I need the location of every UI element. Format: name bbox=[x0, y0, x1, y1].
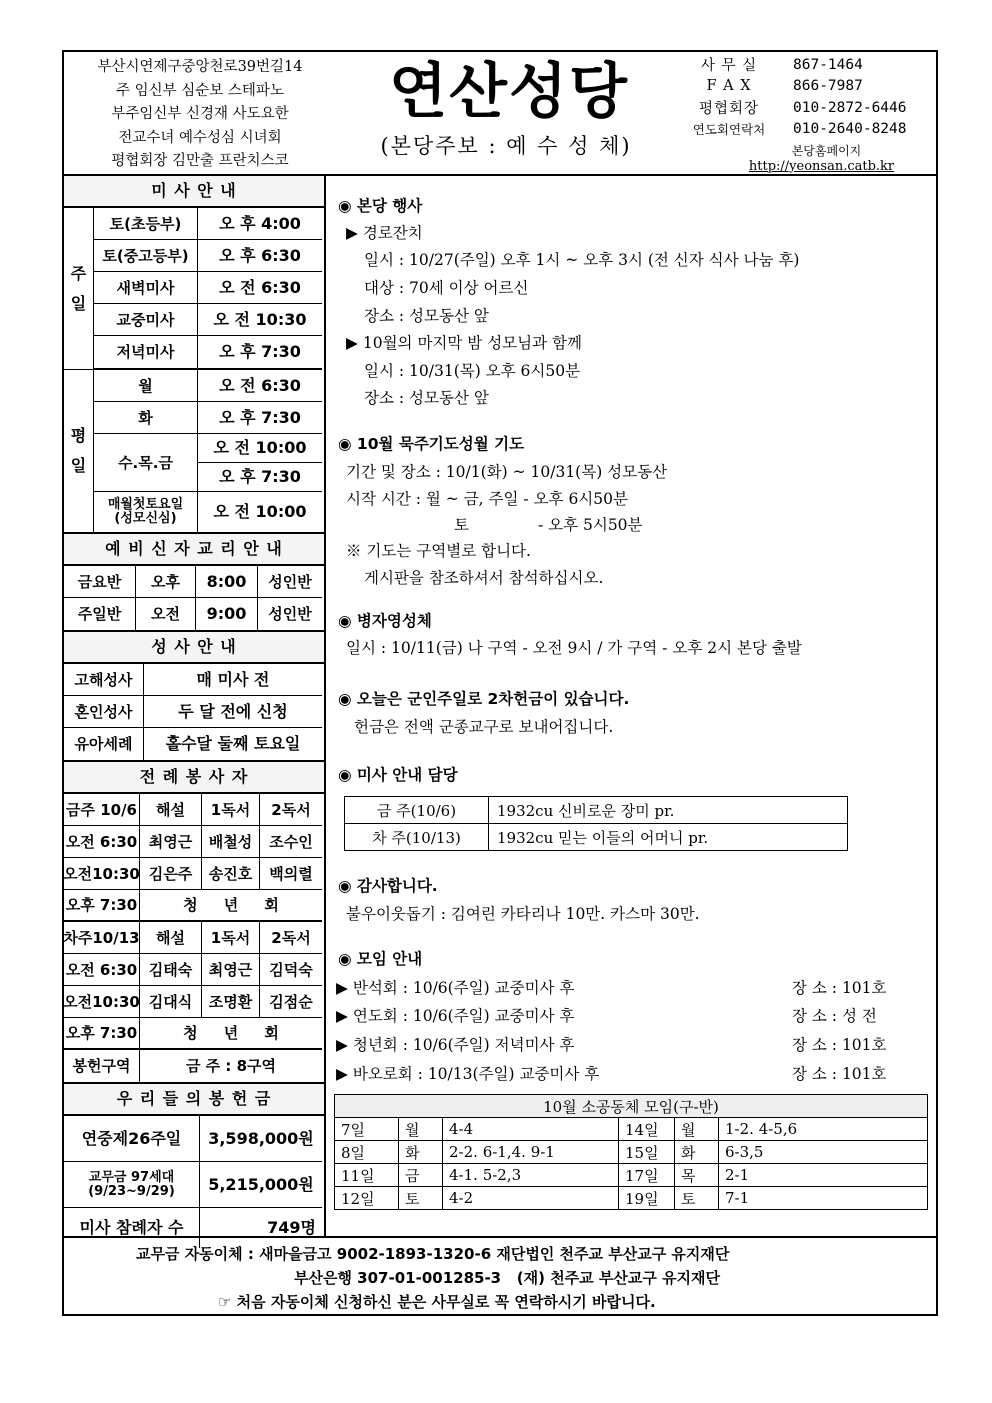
left-column bbox=[64, 176, 326, 1236]
weekday-label: 평일 bbox=[64, 370, 94, 532]
liturgy-person: 조명환 bbox=[202, 986, 260, 1018]
class-name: 금요반 bbox=[64, 566, 136, 598]
sacrament-name: 고해성사 bbox=[64, 664, 144, 696]
offering-table bbox=[64, 1116, 324, 1248]
sacrament-name: 유아세례 bbox=[64, 728, 144, 760]
meeting-heading: ◉ 모임 안내 bbox=[338, 950, 423, 968]
sunday-label: 주일 bbox=[64, 208, 94, 370]
liturgy-role: 해설 bbox=[140, 922, 202, 954]
offering-label: 교무금 97세대 (9/23~9/29) bbox=[64, 1162, 200, 1208]
parish-info bbox=[70, 56, 330, 174]
payment-footer bbox=[64, 1236, 936, 1314]
class-target: 성인반 bbox=[268, 605, 312, 623]
meeting-place: 장 소 : 101호 bbox=[792, 1036, 887, 1054]
mass-time: 오 후 7:30 bbox=[198, 336, 322, 370]
catechumen-table bbox=[64, 566, 324, 632]
table-row: 금 주(10/6) 1932cu 신비로운 장미 pr. bbox=[345, 797, 848, 824]
liturgy-person: 백의렬 bbox=[260, 858, 322, 890]
meeting-place: 장 소 : 101호 bbox=[792, 1065, 887, 1083]
liturgy-person: 최영근 bbox=[140, 826, 202, 858]
mass-time: 오 후 7:30 bbox=[198, 463, 322, 492]
parish-subtitle: (본당주보 : 예 수 성 체) bbox=[380, 134, 632, 158]
meeting-item: ▶ 연도회 : 10/6(주일) 교중미사 후 bbox=[336, 1007, 575, 1025]
rosary-line: 게시판을 참조하셔서 참석하십시오. bbox=[364, 569, 604, 587]
mass-name: 새벽미사 bbox=[94, 272, 198, 304]
bank-account-line: 부산은행 307-01-001285-3 (재) 천주교 부산교구 유지재단 bbox=[294, 1269, 721, 1287]
event1-line: 대상 : 70세 이상 어르신 bbox=[364, 279, 529, 297]
mass-guide-table bbox=[344, 796, 848, 851]
attendance-label: 미사 참례자 수 bbox=[64, 1208, 200, 1248]
sick-heading: ◉ 병자영성체 bbox=[338, 612, 432, 630]
mass-name: 수.목.금 bbox=[94, 434, 198, 492]
bulletin-page bbox=[62, 50, 938, 1316]
council-president: 평협회장 김만출 프란치스코 bbox=[111, 153, 289, 169]
mass-time: 오 후 7:30 bbox=[198, 402, 322, 434]
liturgy-role: 1독서 bbox=[202, 794, 260, 826]
class-time: 8:00 bbox=[196, 566, 258, 598]
guide-heading: ◉ 미사 안내 담당 bbox=[338, 766, 458, 784]
liturgy-title: 전 례 봉 사 자 bbox=[64, 762, 324, 794]
liturgy-person: 김점순 bbox=[260, 986, 322, 1018]
mass-schedule bbox=[64, 208, 324, 534]
liturgy-date: 금주 10/6 bbox=[64, 794, 140, 826]
liturgy-person: 김은주 bbox=[140, 858, 202, 890]
liturgy-time: 오전 6:30 bbox=[64, 954, 140, 986]
class-name: 주일반 bbox=[64, 598, 136, 630]
assistant-pastor: 부주임신부 신경재 사도요한 bbox=[111, 106, 289, 122]
event1-line: 장소 : 성모동산 앞 bbox=[364, 307, 489, 325]
thanks-heading: ◉ 감사합니다. bbox=[338, 877, 438, 895]
liturgy-time: 오후 7:30 bbox=[64, 1018, 140, 1050]
sacrament-name: 혼인성사 bbox=[64, 696, 144, 728]
event1-title: ▶ 경로잔치 bbox=[346, 224, 423, 242]
mass-time: 오 후 6:30 bbox=[198, 240, 322, 272]
offering-amount: 3,598,000원 bbox=[200, 1116, 322, 1162]
liturgy-role: 해설 bbox=[140, 794, 202, 826]
table-row: 11일 금 4-1. 5-2,3 17일 목 2-1 bbox=[335, 1164, 928, 1187]
table-row: 7일 월 4-4 14일 월 1-2. 4-5,6 bbox=[335, 1118, 928, 1141]
class-ampm: 오전 bbox=[136, 598, 196, 630]
liturgy-group: 청 년 회 bbox=[140, 1018, 322, 1050]
event2-line: 일시 : 10/31(목) 오후 6시50분 bbox=[364, 362, 581, 380]
auto-transfer-line: 교무금 자동이체 : 새마을금고 9002-1893-1320-6 재단법인 천주교 부산교구 유지재단 bbox=[136, 1245, 730, 1263]
table-row: 8일 화 2-2. 6-1,4. 9-1 15일 화 6-3,5 bbox=[335, 1141, 928, 1164]
mass-time: 오 후 4:00 bbox=[198, 208, 322, 240]
mass-name: 교중미사 bbox=[94, 304, 198, 336]
sacrament-info: 매 미사 전 bbox=[144, 664, 322, 696]
parish-title: 연산성당 bbox=[389, 57, 629, 127]
event1-line: 일시 : 10/27(주일) 오후 1시 ~ 오후 3시 (전 신자 식사 나눔 후) bbox=[364, 251, 800, 269]
bulletin-header bbox=[64, 52, 936, 176]
class-target: 성인반 bbox=[258, 566, 322, 598]
offering-title: 우 리 들 의 봉 헌 금 bbox=[64, 1084, 324, 1116]
liturgy-role: 2독서 bbox=[260, 922, 322, 954]
sick-line: 일시 : 10/11(금) 나 구역 - 오전 9시 / 가 구역 - 오후 2시 본당 출발 bbox=[346, 639, 802, 657]
offering-label: 연중제26주일 bbox=[64, 1116, 200, 1162]
contact-yeondo: 연도회연락처 010-2640-8248 bbox=[692, 121, 907, 138]
liturgy-table bbox=[64, 794, 324, 1084]
notices-column bbox=[326, 176, 936, 1236]
address: 부산시연제구중앙천로39번길14 bbox=[97, 59, 303, 75]
rosary-heading: ◉ 10월 묵주기도성월 기도 bbox=[338, 435, 525, 453]
mass-name: 토(초등부) bbox=[94, 208, 198, 240]
rosary-line: 시작 시간 : 월 ~ 금, 주일 - 오후 6시50분 bbox=[346, 490, 628, 508]
mass-time: 오 전 6:30 bbox=[198, 272, 322, 304]
liturgy-role: 2독서 bbox=[260, 794, 322, 826]
meeting-place: 장 소 : 성 전 bbox=[792, 1007, 877, 1025]
mass-name: 월 bbox=[94, 370, 198, 402]
mass-name: 매월첫토요일 (성모신심) bbox=[94, 492, 198, 532]
mass-time: 오 전 6:30 bbox=[198, 370, 322, 402]
offering-area-label: 봉헌구역 bbox=[64, 1050, 140, 1082]
mass-time: 오 전 10:30 bbox=[198, 304, 322, 336]
sacrament-title: 성 사 안 내 bbox=[64, 632, 324, 664]
contact-fax: F A X 866-7987 bbox=[706, 78, 863, 95]
mass-name: 저녁미사 bbox=[94, 336, 198, 370]
small-group-table bbox=[334, 1094, 928, 1210]
homepage-link[interactable]: http://yeonsan.catb.kr bbox=[748, 159, 895, 174]
rosary-line: 기간 및 장소 : 10/1(화) ~ 10/31(목) 성모동산 bbox=[346, 463, 668, 481]
liturgy-time: 오전10:30 bbox=[64, 858, 140, 890]
liturgy-person: 배철성 bbox=[202, 826, 260, 858]
military-line: 헌금은 전액 군종교구로 보내어집니다. bbox=[354, 718, 614, 736]
sacrament-info: 두 달 전에 신청 bbox=[144, 696, 322, 728]
meeting-item: ▶ 청년회 : 10/6(주일) 저녁미사 후 bbox=[336, 1036, 575, 1054]
liturgy-person: 송진호 bbox=[202, 858, 260, 890]
liturgy-person: 김태숙 bbox=[140, 954, 202, 986]
sacrament-info: 홀수달 둘째 토요일 bbox=[165, 734, 301, 753]
table-row: 차 주(10/13) 1932cu 믿는 이들의 어머니 pr. bbox=[345, 824, 848, 851]
mass-name: 화 bbox=[94, 402, 198, 434]
rosary-line: 토 - 오후 5시50분 bbox=[454, 516, 643, 534]
liturgy-time: 오전10:30 bbox=[64, 986, 140, 1018]
meeting-place: 장 소 : 101호 bbox=[792, 979, 887, 997]
event2-line: 장소 : 성모동산 앞 bbox=[364, 389, 489, 407]
contact-office: 사 무 실 867-1464 bbox=[700, 56, 863, 75]
liturgy-person: 김덕숙 bbox=[260, 954, 322, 986]
mass-name: 토(중고등부) bbox=[94, 240, 198, 272]
liturgy-person: 최영근 bbox=[202, 954, 260, 986]
military-heading: ◉ 오늘은 군인주일로 2차헌금이 있습니다. bbox=[338, 690, 630, 708]
meeting-item: ▶ 반석회 : 10/6(주일) 교중미사 후 bbox=[336, 979, 575, 997]
liturgy-role: 1독서 bbox=[202, 922, 260, 954]
class-time: 9:00 bbox=[196, 598, 258, 630]
table-row: 12일 토 4-2 19일 토 7-1 bbox=[335, 1187, 928, 1210]
class-ampm: 오후 bbox=[136, 566, 196, 598]
contact-request-line: ☞ 처음 자동이체 신청하신 분은 사무실로 꼭 연락하시기 바랍니다. bbox=[218, 1293, 656, 1311]
offering-area-value: 금 주 : 8구역 bbox=[185, 1057, 277, 1075]
liturgy-group: 청 년 회 bbox=[140, 890, 322, 922]
liturgy-person: 조수인 bbox=[260, 826, 322, 858]
liturgy-time: 오후 7:30 bbox=[64, 890, 140, 922]
thanks-line: 불우이웃돕기 : 김여린 카타리나 10만. 카스마 30만. bbox=[346, 905, 700, 923]
sacrament-table bbox=[64, 664, 324, 762]
liturgy-date: 차주10/13 bbox=[64, 922, 140, 954]
pastor: 주 임신부 심순보 스테파노 bbox=[116, 82, 284, 99]
mass-time: 오 전 10:00 bbox=[198, 434, 322, 463]
liturgy-person: 김대식 bbox=[140, 986, 202, 1018]
attendance-count: 749명 bbox=[267, 1218, 316, 1237]
mass-time: 오 전 10:00 bbox=[213, 502, 307, 521]
mission-sister: 전교수녀 예수성심 시녀회 bbox=[118, 129, 282, 146]
table-header: 10월 소공동체 모임(구-반) bbox=[335, 1095, 928, 1118]
events-heading: ◉ 본당 행사 bbox=[338, 197, 423, 215]
event2-title: ▶ 10월의 마지막 밤 성모님과 함께 bbox=[346, 334, 582, 352]
contact-president: 평협회장 010-2872-6446 bbox=[698, 99, 907, 118]
offering-amount: 5,215,000원 bbox=[200, 1162, 322, 1208]
rosary-line: ※ 기도는 구역별로 합니다. bbox=[346, 542, 531, 560]
homepage-label: 본당홈페이지 bbox=[791, 144, 862, 158]
mass-guide-title: 미 사 안 내 bbox=[64, 176, 324, 208]
contact-info bbox=[679, 54, 934, 174]
meeting-item: ▶ 바오로회 : 10/13(주일) 교중미사 후 bbox=[336, 1065, 600, 1083]
liturgy-time: 오전 6:30 bbox=[64, 826, 140, 858]
catechumen-title: 예 비 신 자 교 리 안 내 bbox=[64, 534, 324, 566]
